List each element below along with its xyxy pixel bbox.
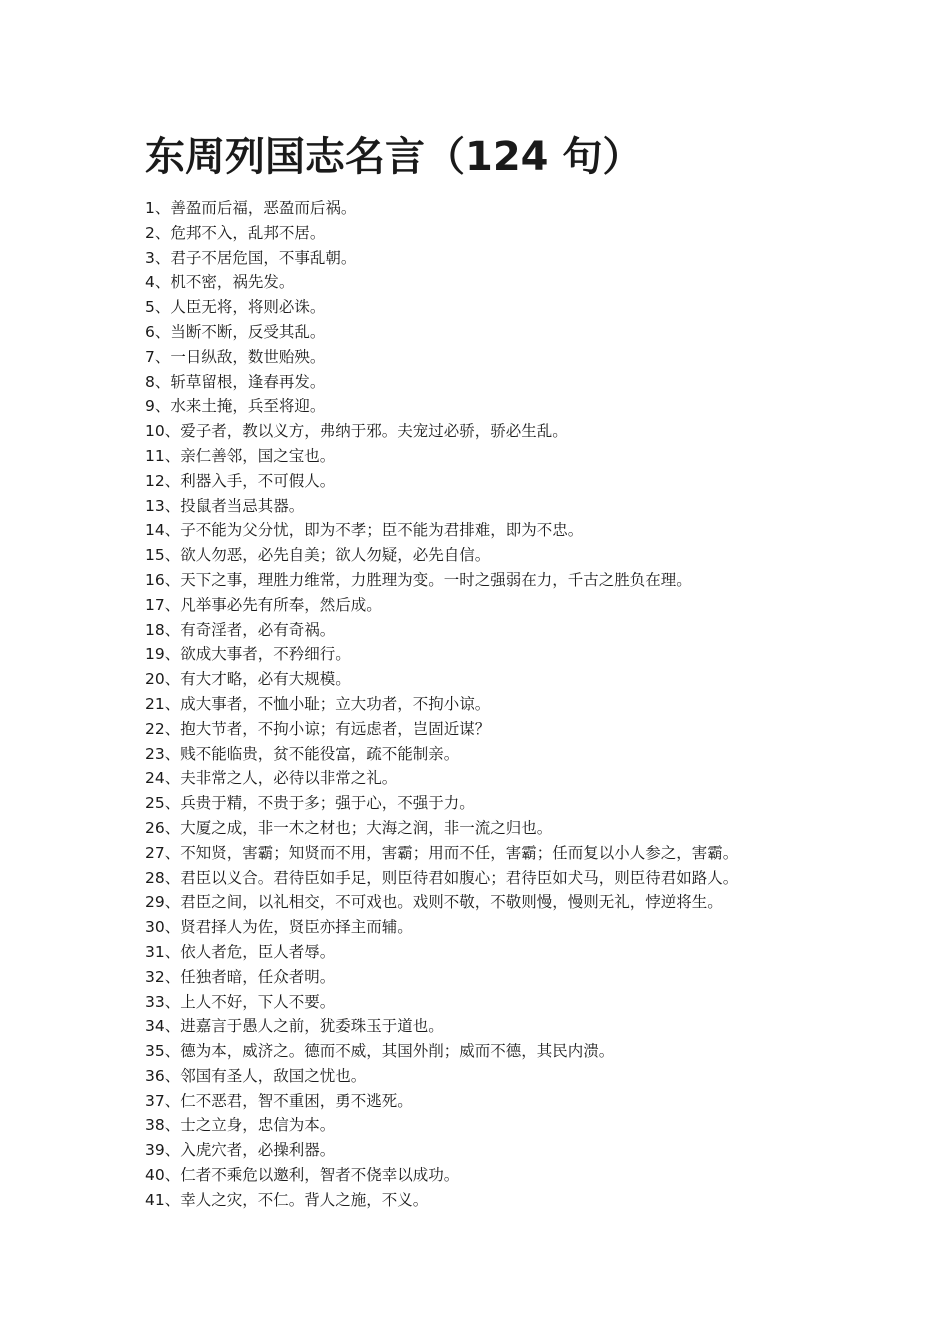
quote-line: 10、爱子者，教以义方，弗纳于邪。夫宠过必骄，骄必生乱。 [145,422,568,441]
quote-line: 12、利器入手，不可假人。 [145,471,336,490]
quote-line: 3、君子不居危国，不事乱朝。 [145,248,357,267]
quote-line: 15、欲人勿恶，必先自美；欲人勿疑，必先自信。 [145,546,491,565]
quote-line: 30、贤君择人为佐，贤臣亦择主而辅。 [145,918,413,937]
quote-line: 23、贱不能临贵，贫不能役富，疏不能制亲。 [145,744,460,763]
quote-line: 7、一日纵敌，数世贻殃。 [145,347,326,366]
quote-line: 6、当断不断，反受其乱。 [145,322,326,341]
quote-line: 32、任独者暗，任众者明。 [145,967,336,986]
quote-line: 14、子不能为父分忧，即为不孝；臣不能为君排难，即为不忠。 [145,521,584,540]
quote-line: 20、有大才略，必有大规模。 [145,670,351,689]
document-title: 东周列国志名言（124 句） [145,134,643,180]
quote-line: 41、幸人之灾，不仁。背人之施，不义。 [145,1190,429,1209]
quote-line: 27、不知贤，害霸；知贤而不用，害霸；用而不任，害霸；任而复以小人参之，害霸。 [145,843,739,862]
quote-line: 26、大厦之成，非一木之材也；大海之润，非一流之归也。 [145,818,553,837]
quote-line: 39、入虎穴者，必操利器。 [145,1141,336,1160]
quote-line: 5、人臣无将，将则必诛。 [145,298,326,317]
quote-line: 18、有奇淫者，必有奇祸。 [145,620,336,639]
quote-line: 34、进嘉言于愚人之前，犹委珠玉于道也。 [145,1017,444,1036]
quote-line: 25、兵贵于精，不贵于多；强于心，不强于力。 [145,794,475,813]
document-page [145,128,925,1213]
quote-line: 28、君臣以义合。君待臣如手足，则臣待君如腹心；君待臣如犬马，则臣待君如路人。 [145,868,739,887]
quote-line: 17、凡举事必先有所奉，然后成。 [145,595,382,614]
quote-line: 9、水来土掩，兵至将迎。 [145,397,326,416]
quote-line: 11、亲仁善邻，国之宝也。 [145,446,336,465]
quote-line: 13、投鼠者当忌其器。 [145,496,305,515]
quote-line: 2、危邦不入，乱邦不居。 [145,223,326,242]
quote-line: 1、善盈而后福，恶盈而后祸。 [145,199,357,217]
quote-line: 19、欲成大事者，不矜细行。 [145,645,351,664]
quote-line: 40、仁者不乘危以邀利，智者不侥幸以成功。 [145,1166,460,1185]
quote-line: 4、机不密，祸先发。 [145,273,295,292]
quote-line: 22、抱大节者，不拘小谅；有远虑者，岂固近谋？ [145,719,491,738]
quote-line: 8、斩草留根，逢春再发。 [145,372,326,391]
quote-line: 33、上人不好，下人不要。 [145,992,336,1011]
quote-line: 38、士之立身，忠信为本。 [145,1116,336,1135]
quote-line: 36、邻国有圣人，敌国之忧也。 [145,1066,367,1085]
quote-line: 24、夫非常之人，必待以非常之礼。 [145,769,398,788]
quote-line: 35、德为本，威济之。德而不威，其国外削；威而不德，其民内溃。 [145,1042,615,1061]
quote-line: 16、天下之事，理胜力维常，力胜理为变。一时之强弱在力，千古之胜负在理。 [145,570,692,589]
quote-line: 37、仁不恶君，智不重困，勇不逃死。 [145,1091,413,1110]
quote-line: 31、依人者危，臣人者辱。 [145,942,336,961]
quote-line: 21、成大事者，不恤小耻；立大功者，不拘小谅。 [145,694,491,713]
quote-list [145,196,925,1213]
quote-line: 29、君臣之间，以礼相交，不可戏也。戏则不敬，不敬则慢，慢则无礼，悖逆将生。 [145,893,723,912]
